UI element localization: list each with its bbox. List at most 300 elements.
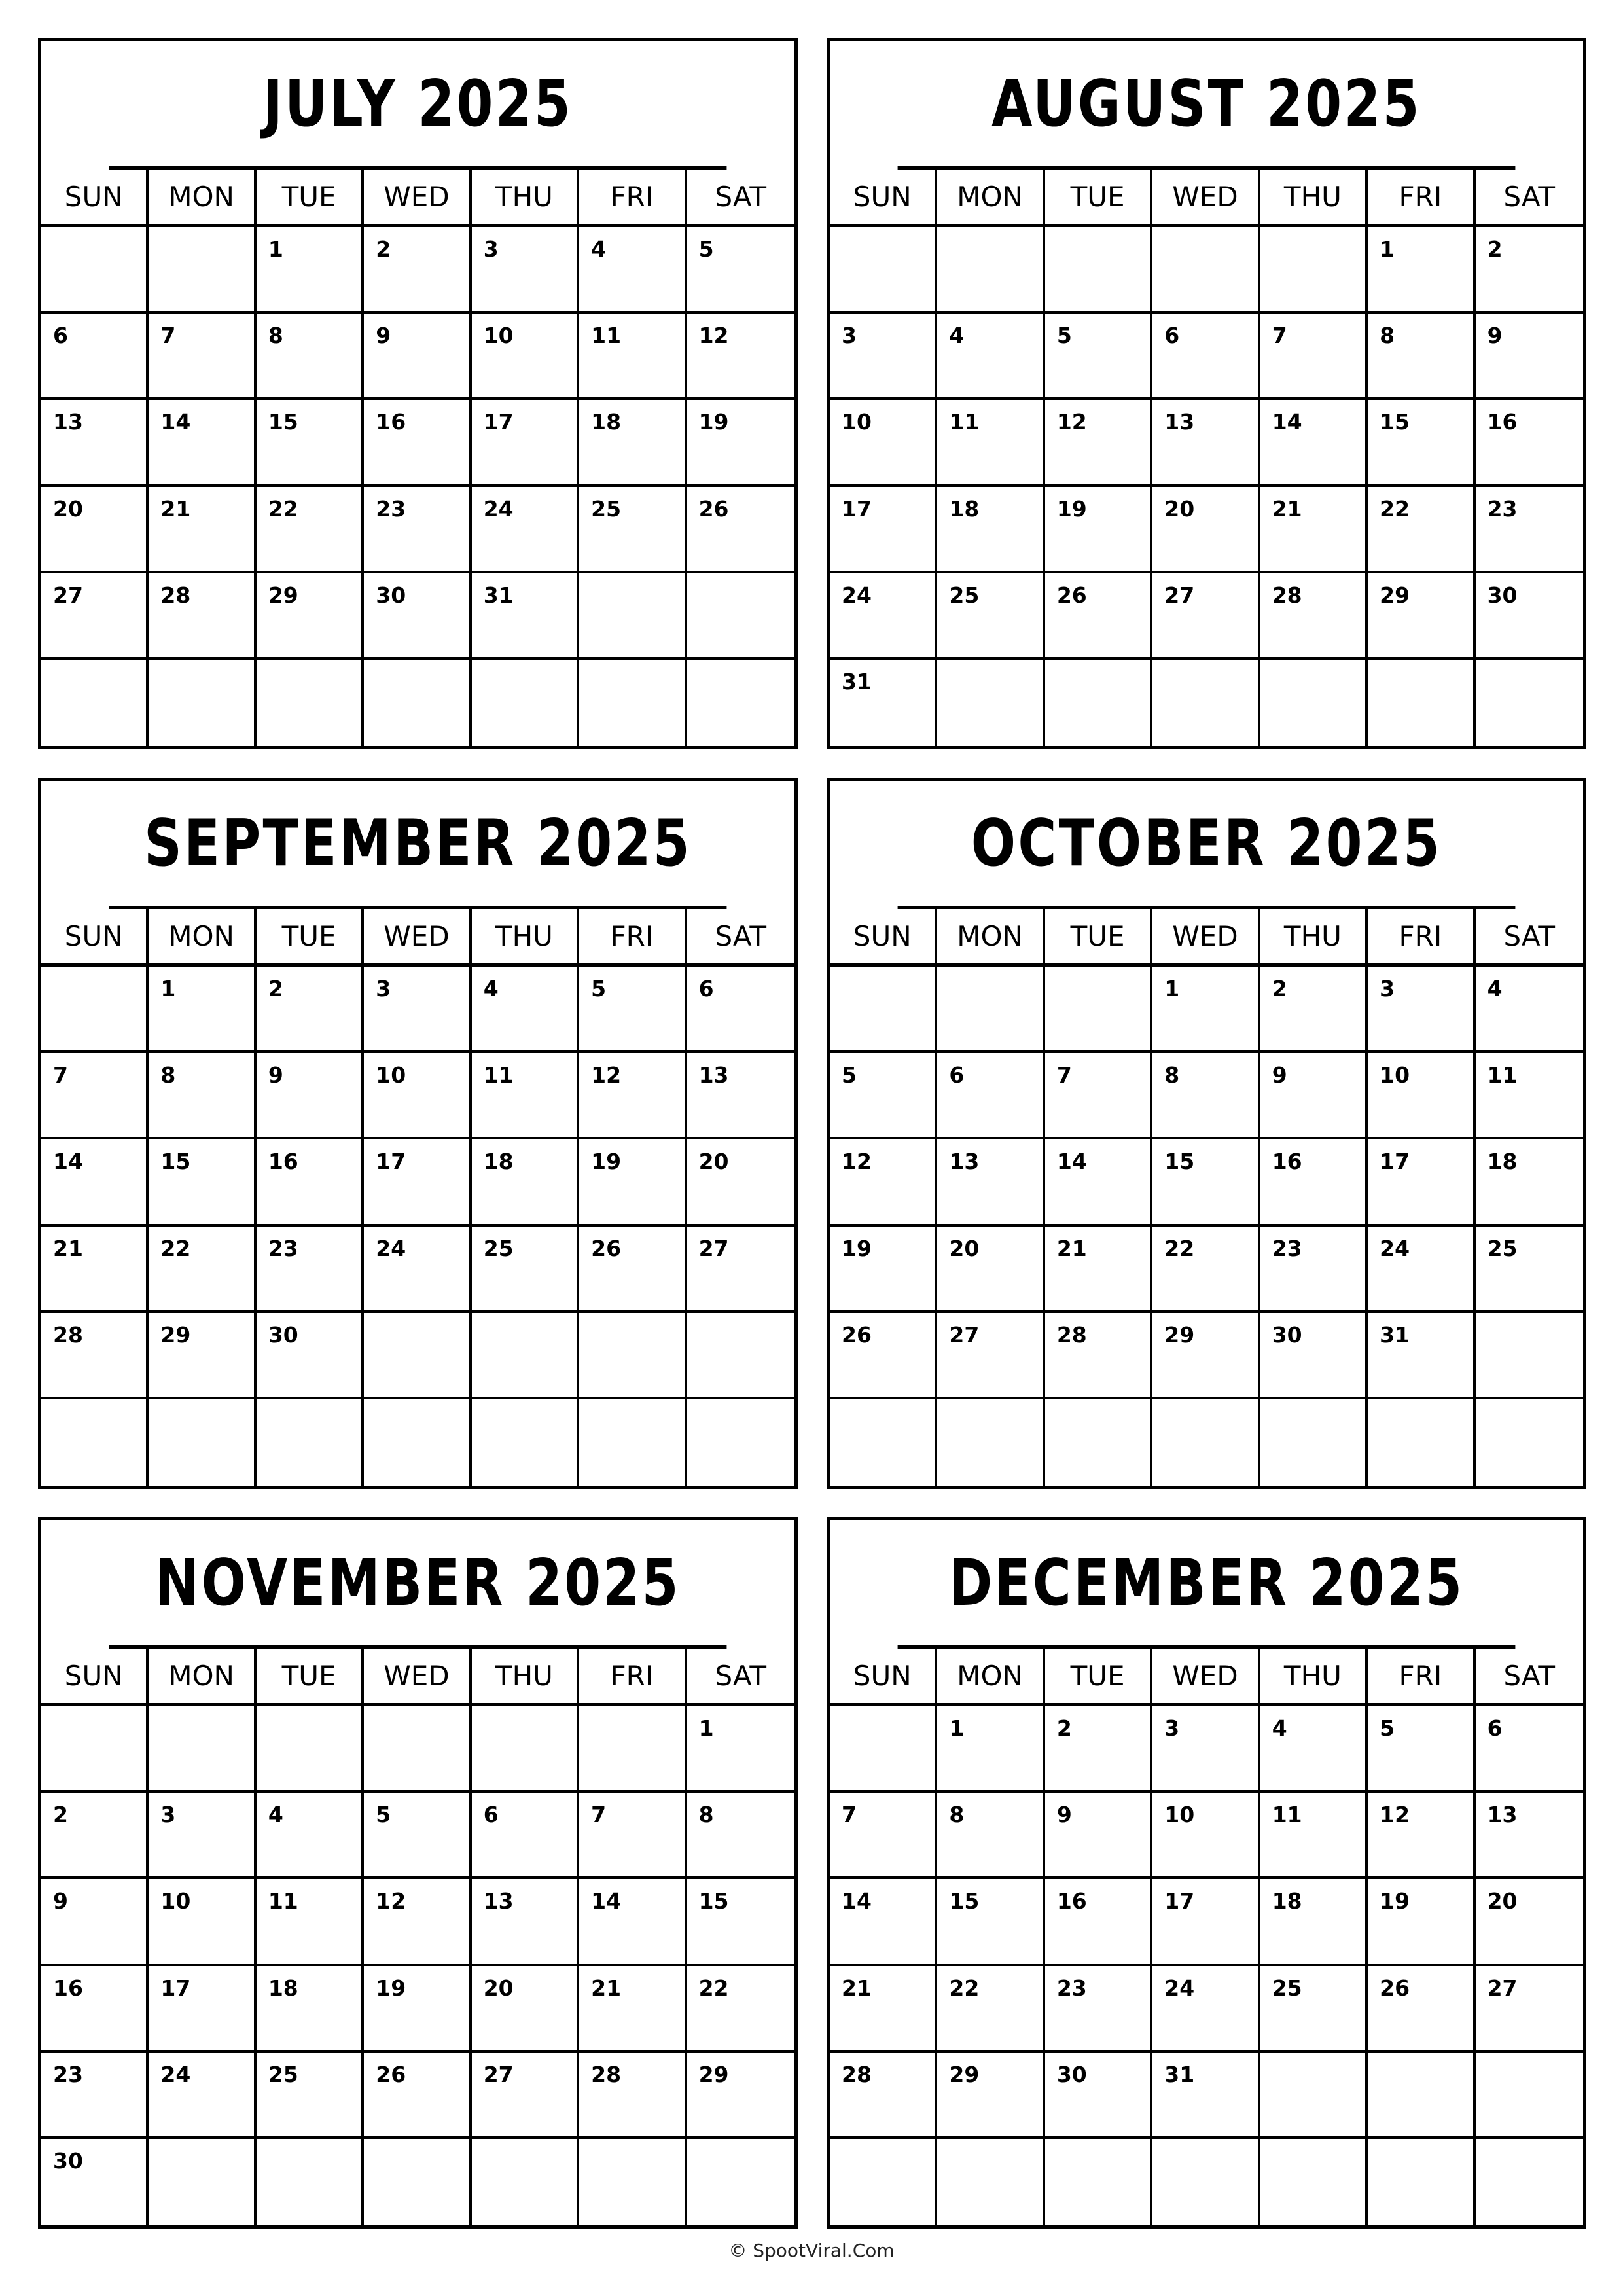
day-number: 15 — [698, 1888, 729, 1914]
day-cell — [257, 1399, 364, 1486]
day-cell — [1260, 1139, 1368, 1226]
day-cell — [257, 1313, 364, 1399]
day-cell — [937, 1313, 1044, 1399]
day-cell — [687, 1966, 794, 2053]
weekday-header-row — [41, 170, 794, 227]
day-cell — [1152, 1706, 1260, 1793]
day-cell — [1152, 400, 1260, 486]
day-cell — [1152, 2139, 1260, 2225]
day-number: 22 — [268, 495, 298, 522]
day-cell — [579, 660, 687, 746]
weekday-wed: WED — [364, 170, 471, 224]
day-number: 13 — [1487, 1802, 1518, 1828]
day-cell — [472, 400, 579, 486]
day-cell — [1152, 573, 1260, 660]
weekday-wed: WED — [1152, 170, 1260, 224]
day-number: 10 — [376, 1062, 406, 1088]
day-number: 18 — [268, 1975, 298, 2001]
day-cell — [687, 1879, 794, 1965]
day-number: 14 — [1056, 1149, 1087, 1175]
day-cell — [1368, 967, 1475, 1053]
day-cell — [1152, 1227, 1260, 1313]
day-number: 13 — [53, 409, 83, 435]
days-grid — [41, 227, 794, 746]
day-cell — [937, 660, 1044, 746]
day-cell — [472, 1053, 579, 1139]
day-cell — [1260, 2053, 1368, 2139]
day-number: 12 — [1380, 1802, 1410, 1828]
day-cell — [579, 2139, 687, 2225]
day-cell — [1368, 1706, 1475, 1793]
day-number: 1 — [698, 1715, 714, 1741]
day-cell — [149, 660, 256, 746]
day-cell — [579, 1879, 687, 1965]
day-number: 8 — [268, 323, 283, 349]
day-cell — [1152, 1313, 1260, 1399]
day-cell — [364, 1966, 471, 2053]
weekday-wed: WED — [1152, 909, 1260, 963]
day-cell — [579, 1313, 687, 1399]
day-cell — [472, 660, 579, 746]
day-number: 24 — [1380, 1235, 1410, 1261]
day-cell — [149, 227, 256, 314]
day-number: 15 — [160, 1149, 191, 1175]
day-cell — [41, 1706, 149, 1793]
day-cell — [579, 400, 687, 486]
day-cell — [1260, 1399, 1368, 1486]
day-cell — [687, 2053, 794, 2139]
weekday-tue: TUE — [257, 909, 364, 963]
day-number: 3 — [842, 323, 857, 349]
day-cell — [1476, 1053, 1583, 1139]
day-number: 23 — [268, 1235, 298, 1261]
day-number: 12 — [376, 1888, 406, 1914]
day-cell — [41, 573, 149, 660]
day-number: 14 — [53, 1149, 83, 1175]
day-cell — [830, 227, 937, 314]
day-cell — [149, 573, 256, 660]
day-number: 7 — [591, 1802, 607, 1828]
day-number: 20 — [483, 1975, 514, 2001]
day-number: 2 — [376, 236, 391, 262]
day-cell — [364, 1313, 471, 1399]
day-number: 25 — [268, 2061, 298, 2087]
day-cell — [257, 573, 364, 660]
weekday-tue: TUE — [1045, 170, 1152, 224]
day-cell — [1260, 314, 1368, 400]
day-cell — [257, 400, 364, 486]
day-cell — [1260, 1227, 1368, 1313]
day-cell — [1260, 1879, 1368, 1965]
day-cell — [41, 400, 149, 486]
day-cell — [364, 2053, 471, 2139]
day-number: 29 — [160, 1321, 191, 1348]
day-number: 18 — [1272, 1888, 1302, 1914]
day-number: 21 — [842, 1975, 872, 2001]
day-number: 4 — [1487, 976, 1503, 1001]
weekday-thu: THU — [1260, 909, 1368, 963]
day-number: 25 — [483, 1235, 514, 1261]
day-cell — [937, 487, 1044, 573]
day-cell — [1476, 660, 1583, 746]
day-cell — [937, 967, 1044, 1053]
day-number: 11 — [949, 409, 980, 435]
day-cell — [149, 2053, 256, 2139]
month-title: AUGUST 2025 — [898, 41, 1516, 170]
weekday-thu: THU — [1260, 170, 1368, 224]
day-number: 25 — [949, 582, 980, 608]
day-number: 31 — [842, 668, 872, 694]
weekday-sat: SAT — [1503, 920, 1556, 952]
weekday-tue: TUE — [1045, 1649, 1152, 1703]
day-cell — [1260, 227, 1368, 314]
month-title: NOVEMBER 2025 — [109, 1520, 727, 1649]
weekday-sun: SUN — [41, 1649, 149, 1703]
day-number: 6 — [1164, 323, 1180, 349]
day-number: 6 — [1487, 1715, 1503, 1741]
day-cell — [687, 1793, 794, 1879]
day-cell — [1476, 1706, 1583, 1793]
weekday-header-row — [41, 909, 794, 967]
day-cell — [257, 1053, 364, 1139]
day-cell — [1260, 1053, 1368, 1139]
weekday-sun: SUN — [830, 1649, 937, 1703]
day-cell — [830, 314, 937, 400]
day-number: 20 — [949, 1235, 980, 1261]
day-cell — [830, 487, 937, 573]
day-number: 5 — [698, 236, 714, 262]
day-cell — [41, 1227, 149, 1313]
day-number: 30 — [1272, 1321, 1302, 1348]
day-number: 8 — [949, 1802, 965, 1828]
day-number: 11 — [268, 1888, 298, 1914]
day-number: 18 — [591, 409, 622, 435]
day-cell — [472, 1966, 579, 2053]
day-cell — [1476, 1966, 1583, 2053]
weekday-sat: SAT — [715, 920, 767, 952]
month-title: SEPTEMBER 2025 — [109, 781, 727, 909]
day-cell — [472, 967, 579, 1053]
weekday-header-row — [830, 1649, 1583, 1706]
day-cell — [364, 1227, 471, 1313]
day-cell — [257, 967, 364, 1053]
day-cell — [687, 487, 794, 573]
weekday-sun: SUN — [830, 909, 937, 963]
day-number: 24 — [160, 2061, 191, 2087]
day-cell — [149, 1966, 256, 2053]
day-number: 29 — [1380, 582, 1410, 608]
day-cell — [1368, 400, 1475, 486]
days-grid — [41, 967, 794, 1486]
day-number: 1 — [1380, 236, 1395, 262]
day-number: 15 — [268, 409, 298, 435]
day-cell — [830, 1139, 937, 1226]
day-cell — [579, 1139, 687, 1226]
day-number: 6 — [698, 976, 714, 1001]
day-cell — [1045, 967, 1152, 1053]
day-cell — [257, 2053, 364, 2139]
month-december — [827, 1517, 1586, 2229]
day-cell — [687, 1227, 794, 1313]
day-cell — [830, 573, 937, 660]
weekday-thu: THU — [472, 1649, 579, 1703]
day-number: 21 — [1272, 495, 1302, 522]
day-number: 22 — [698, 1975, 729, 2001]
day-number: 25 — [1487, 1235, 1518, 1261]
day-number: 10 — [842, 409, 872, 435]
day-number: 9 — [1056, 1802, 1072, 1828]
day-cell — [257, 1966, 364, 2053]
day-number: 9 — [1487, 323, 1503, 349]
day-cell — [41, 1053, 149, 1139]
day-number: 29 — [1164, 1321, 1195, 1348]
day-number: 18 — [483, 1149, 514, 1175]
weekday-sun: SUN — [41, 909, 149, 963]
weekday-sat: SAT — [1503, 181, 1556, 213]
day-cell — [364, 573, 471, 660]
day-cell — [1368, 2139, 1475, 2225]
day-cell — [1368, 660, 1475, 746]
day-cell — [579, 967, 687, 1053]
day-number: 4 — [949, 323, 965, 349]
day-number: 10 — [483, 323, 514, 349]
day-number: 9 — [376, 323, 391, 349]
day-number: 26 — [842, 1321, 872, 1348]
day-number: 4 — [268, 1802, 283, 1828]
day-number: 27 — [53, 582, 83, 608]
day-cell — [257, 227, 364, 314]
day-cell — [364, 967, 471, 1053]
days-grid — [830, 1706, 1583, 2225]
day-number: 10 — [1380, 1062, 1410, 1088]
day-number: 19 — [1380, 1888, 1410, 1914]
day-number: 17 — [1164, 1888, 1195, 1914]
day-cell — [937, 400, 1044, 486]
weekday-wed: WED — [1152, 1649, 1260, 1703]
day-cell — [1152, 1053, 1260, 1139]
day-cell — [149, 1053, 256, 1139]
day-cell — [149, 1706, 256, 1793]
day-number: 8 — [160, 1062, 176, 1088]
day-number: 16 — [376, 409, 406, 435]
day-cell — [1260, 1966, 1368, 2053]
day-number: 8 — [1164, 1062, 1180, 1088]
day-number: 16 — [53, 1975, 83, 2001]
day-cell — [472, 227, 579, 314]
day-cell — [149, 1313, 256, 1399]
day-number: 5 — [842, 1062, 857, 1088]
day-cell — [149, 1793, 256, 1879]
day-cell — [1045, 1793, 1152, 1879]
day-number: 28 — [1056, 1321, 1087, 1348]
day-cell — [937, 1879, 1044, 1965]
day-number: 9 — [1272, 1062, 1287, 1088]
day-number: 29 — [698, 2061, 729, 2087]
day-number: 19 — [376, 1975, 406, 2001]
day-cell — [1476, 1139, 1583, 1226]
day-number: 17 — [160, 1975, 191, 2001]
day-cell — [1476, 1313, 1583, 1399]
day-cell — [1476, 227, 1583, 314]
day-cell — [149, 1399, 256, 1486]
day-number: 2 — [1272, 976, 1287, 1001]
day-cell — [1368, 1053, 1475, 1139]
day-cell — [472, 1879, 579, 1965]
day-cell — [364, 2139, 471, 2225]
day-number: 26 — [376, 2061, 406, 2087]
day-number: 11 — [1487, 1062, 1518, 1088]
day-cell — [1368, 2053, 1475, 2139]
day-cell — [472, 2139, 579, 2225]
day-cell — [364, 1793, 471, 1879]
day-cell — [1476, 1793, 1583, 1879]
day-cell — [472, 314, 579, 400]
day-number: 7 — [53, 1062, 68, 1088]
day-number: 4 — [591, 236, 607, 262]
day-number: 15 — [949, 1888, 980, 1914]
day-number: 28 — [53, 1321, 83, 1348]
day-cell — [1368, 1879, 1475, 1965]
day-number: 24 — [376, 1235, 406, 1261]
day-cell — [472, 1227, 579, 1313]
day-cell — [1368, 1399, 1475, 1486]
day-number: 20 — [1164, 495, 1195, 522]
weekday-sat: SAT — [715, 1660, 767, 1692]
day-cell — [41, 2053, 149, 2139]
day-cell — [1045, 487, 1152, 573]
day-number: 13 — [949, 1149, 980, 1175]
day-cell — [149, 314, 256, 400]
day-number: 11 — [591, 323, 622, 349]
day-cell — [937, 1399, 1044, 1486]
day-cell — [937, 573, 1044, 660]
day-cell — [1260, 400, 1368, 486]
day-cell — [1368, 1313, 1475, 1399]
day-cell — [1045, 1879, 1152, 1965]
day-cell — [687, 573, 794, 660]
day-number: 8 — [1380, 323, 1395, 349]
weekday-fri: FRI — [1368, 909, 1475, 963]
day-number: 30 — [376, 582, 406, 608]
day-number: 9 — [268, 1062, 283, 1088]
day-cell — [579, 1966, 687, 2053]
day-number: 29 — [949, 2061, 980, 2087]
day-cell — [257, 2139, 364, 2225]
day-cell — [937, 1227, 1044, 1313]
day-cell — [1045, 227, 1152, 314]
day-number: 23 — [376, 495, 406, 522]
day-number: 14 — [842, 1888, 872, 1914]
weekday-fri: FRI — [1368, 1649, 1475, 1703]
month-title: OCTOBER 2025 — [898, 781, 1516, 909]
day-cell — [41, 1399, 149, 1486]
day-cell — [937, 1966, 1044, 2053]
day-number: 26 — [1056, 582, 1087, 608]
weekday-header-row — [41, 1649, 794, 1706]
weekday-sun: SUN — [830, 170, 937, 224]
day-cell — [1152, 487, 1260, 573]
day-cell — [257, 314, 364, 400]
day-cell — [149, 1879, 256, 1965]
weekday-tue: TUE — [257, 170, 364, 224]
day-number: 27 — [1164, 582, 1195, 608]
day-cell — [579, 487, 687, 573]
day-number: 12 — [591, 1062, 622, 1088]
day-cell — [41, 487, 149, 573]
weekday-header-row — [830, 909, 1583, 967]
day-cell — [149, 1139, 256, 1226]
day-number: 22 — [1164, 1235, 1195, 1261]
day-number: 18 — [1487, 1149, 1518, 1175]
day-cell — [364, 1053, 471, 1139]
day-number: 24 — [842, 582, 872, 608]
day-number: 24 — [1164, 1975, 1195, 2001]
day-number: 17 — [376, 1149, 406, 1175]
day-cell — [687, 2139, 794, 2225]
day-cell — [1368, 227, 1475, 314]
weekday-mon: MON — [149, 909, 256, 963]
day-cell — [1368, 314, 1475, 400]
day-cell — [1045, 1227, 1152, 1313]
day-cell — [41, 1966, 149, 2053]
day-cell — [937, 2139, 1044, 2225]
day-cell — [1368, 487, 1475, 573]
month-october — [827, 778, 1586, 1489]
day-cell — [472, 573, 579, 660]
day-cell — [579, 1053, 687, 1139]
month-november — [38, 1517, 798, 2229]
day-number: 12 — [842, 1149, 872, 1175]
day-cell — [41, 2139, 149, 2225]
weekday-sat: SAT — [1503, 1660, 1556, 1692]
day-number: 31 — [1380, 1321, 1410, 1348]
day-number: 3 — [483, 236, 499, 262]
day-cell — [830, 1313, 937, 1399]
day-number: 3 — [376, 976, 391, 1001]
day-number: 15 — [1164, 1149, 1195, 1175]
day-cell — [830, 2139, 937, 2225]
day-cell — [364, 1706, 471, 1793]
day-number: 5 — [1056, 323, 1072, 349]
month-august — [827, 38, 1586, 749]
day-cell — [687, 1139, 794, 1226]
day-number: 21 — [160, 495, 191, 522]
day-cell — [1368, 1227, 1475, 1313]
day-number: 30 — [1487, 582, 1518, 608]
day-cell — [1152, 314, 1260, 400]
day-cell — [472, 1706, 579, 1793]
day-cell — [579, 2053, 687, 2139]
day-number: 1 — [949, 1715, 965, 1741]
day-number: 28 — [1272, 582, 1302, 608]
day-cell — [1476, 314, 1583, 400]
day-cell — [1045, 573, 1152, 660]
day-cell — [149, 400, 256, 486]
day-cell — [1476, 2053, 1583, 2139]
day-cell — [830, 1053, 937, 1139]
day-number: 16 — [1272, 1149, 1302, 1175]
day-cell — [364, 314, 471, 400]
day-cell — [687, 967, 794, 1053]
day-cell — [579, 314, 687, 400]
weekday-fri: FRI — [579, 909, 687, 963]
day-cell — [472, 1793, 579, 1879]
day-cell — [1045, 314, 1152, 400]
day-cell — [364, 1139, 471, 1226]
day-cell — [364, 1879, 471, 1965]
day-cell — [830, 1227, 937, 1313]
weekday-thu: THU — [1260, 1649, 1368, 1703]
